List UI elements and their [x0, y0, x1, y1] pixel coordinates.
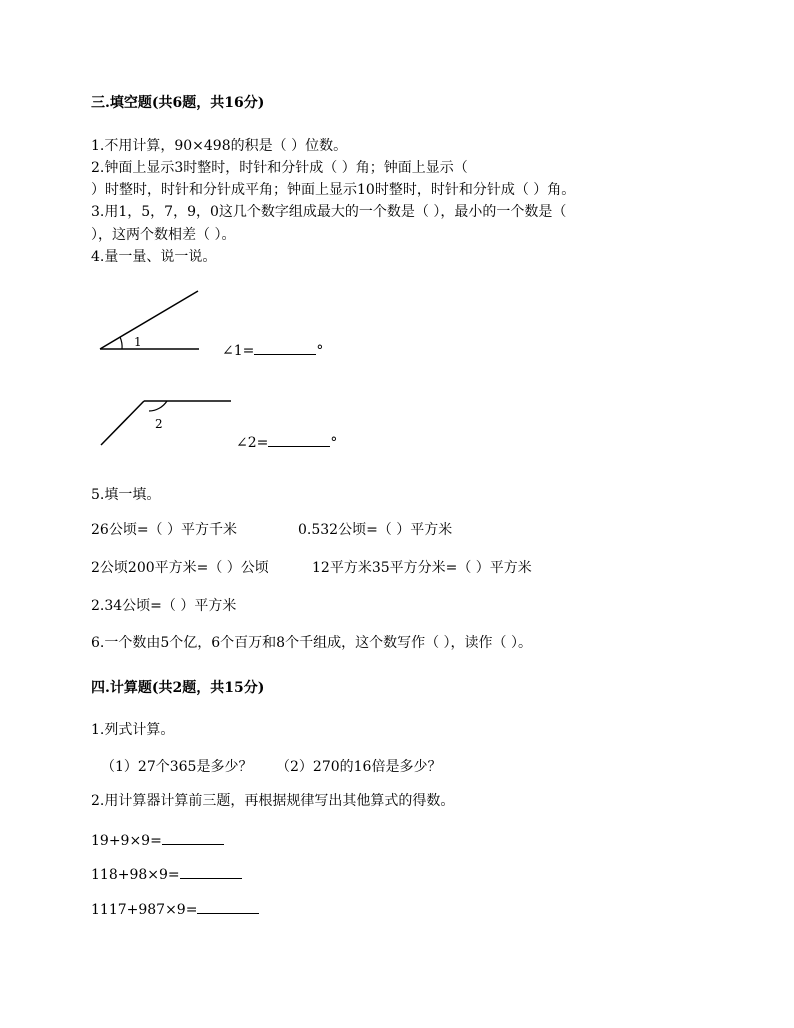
- section-3-heading: 三.填空题(共6题，共16分): [91, 95, 265, 111]
- section-4-heading: 四.计算题(共2题，共15分): [91, 680, 265, 696]
- question-3-5-d: 12平方米35平方分米=（ ）平方米: [312, 560, 532, 576]
- expression-2-blank[interactable]: [180, 864, 242, 879]
- expression-1-blank[interactable]: [162, 830, 224, 845]
- angle-2-unit: °: [330, 435, 338, 451]
- question-3-6: 6.一个数由5个亿，6个百万和8个千组成，这个数写作（ ），读作（ ）。: [91, 635, 532, 651]
- question-3-5-a: 26公顷=（ ）平方千米: [91, 522, 237, 538]
- question-4-2: 2.用计算器计算前三题，再根据规律写出其他算式的得数。: [91, 793, 455, 809]
- angle-1-figure: [95, 285, 215, 357]
- angle-1-label: ∠1=: [222, 343, 255, 359]
- expression-3-row: [91, 899, 259, 919]
- angle-1-arc: [120, 337, 122, 349]
- angle-2-answer: [236, 432, 337, 452]
- angle-1-answer: [222, 340, 323, 360]
- question-3-5: 5.填一填。: [91, 487, 161, 503]
- angle-2-marker: 2: [155, 417, 163, 431]
- angle-1-slanted-ray: [100, 291, 198, 349]
- expression-3: 1117+987×9=: [91, 902, 198, 918]
- question-3-1: 1.不用计算，90×498的积是（ ）位数。: [91, 138, 348, 154]
- angle-2-arc: [149, 401, 167, 411]
- question-3-3-line-1: 3.用1，5，7，9，0这几个数字组成最大的一个数是（ ），最小的一个数是（: [91, 204, 567, 220]
- question-4-1-b: （2）270的16倍是多少？: [276, 759, 442, 775]
- question-4-1: 1.列式计算。: [91, 722, 175, 738]
- angle-2-figure: [97, 395, 237, 450]
- question-3-4: 4.量一量、说一说。: [91, 249, 217, 265]
- question-3-2-line-2: ）时整时，时针和分针成平角；钟面上显示10时整时，时针和分针成（ ）角。: [91, 182, 576, 198]
- question-3-5-b: 0.532公顷=（ ）平方米: [298, 522, 453, 538]
- angle-1-unit: °: [316, 343, 324, 359]
- expression-2-row: [91, 864, 242, 884]
- expression-3-blank[interactable]: [197, 899, 259, 914]
- angle-1-marker: 1: [134, 335, 142, 349]
- expression-1: 19+9×9=: [91, 833, 162, 849]
- question-4-1-a: （1）27个365是多少？: [101, 759, 253, 775]
- expression-1-row: [91, 830, 224, 850]
- question-3-3-line-2: ），这两个数相差（ ）。: [91, 227, 236, 243]
- angle-2-blank[interactable]: [268, 432, 330, 447]
- question-3-5-e: 2.34公顷=（ ）平方米: [91, 598, 237, 614]
- expression-2: 118+98×9=: [91, 867, 180, 883]
- angle-2-label: ∠2=: [236, 435, 269, 451]
- question-3-2-line-1: 2.钟面上显示3时整时，时针和分针成（ ）角；钟面上显示（: [91, 160, 468, 176]
- angle-2-slanted-ray: [101, 401, 144, 445]
- question-3-5-c: 2公顷200平方米=（ ）公顷: [91, 560, 269, 576]
- angle-1-blank[interactable]: [254, 340, 316, 355]
